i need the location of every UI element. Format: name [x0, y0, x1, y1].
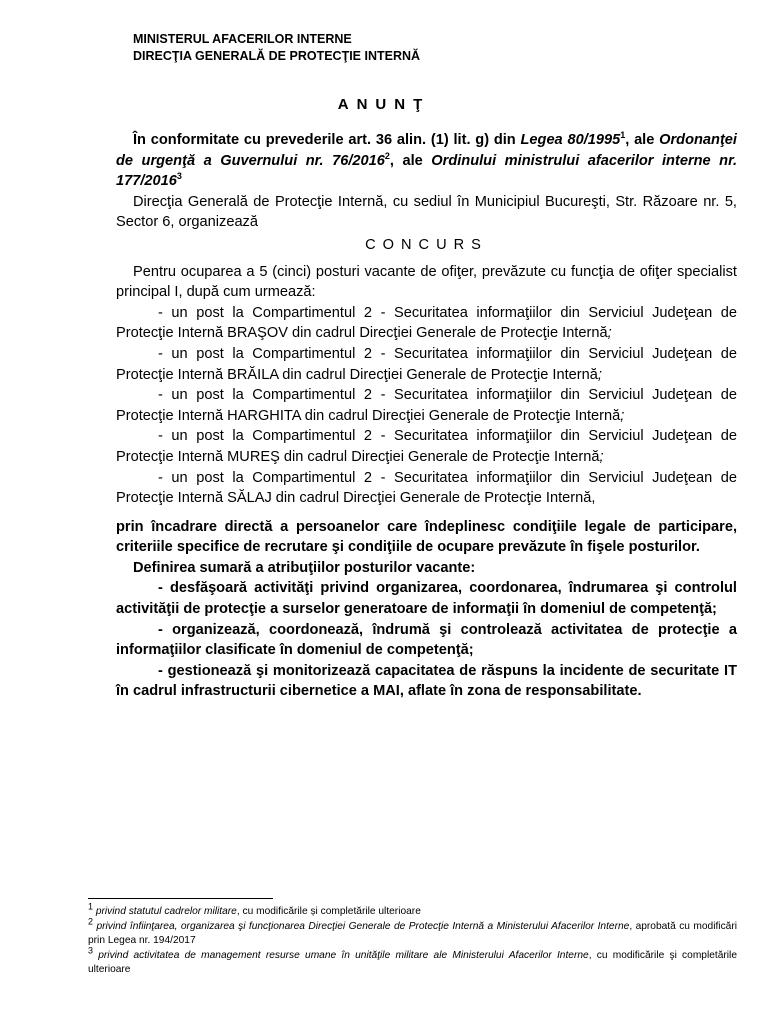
post-terminator: ,	[591, 490, 596, 507]
document-body	[116, 130, 737, 702]
post-text: - un post la Compartimentul 2 - Securitatea informaţiilor din Serviciul Judeţean de Protecţie Internă SĂLAJ din cadrul Direcţiei Generale de Protecţie Internă	[116, 469, 737, 507]
duty-item: - organizează, coordonează, îndrumă şi controlează activitatea de protecţie a informaţiilor clasificate în domeniul de competenţă;	[116, 621, 737, 659]
footnote	[88, 916, 737, 949]
order-reference: Ordinului ministrului afacerilor interne nr. 177/2016	[116, 152, 738, 190]
duty-item: - gestionează şi monitorizează capacitatea de răspuns la incidente de securitate IT în cadrul infrastructurii cibernetice a MAI, aflate în zona de responsabilitate.	[116, 662, 737, 700]
legal-basis-paragraph	[116, 130, 737, 192]
footnote-number: 1	[88, 901, 94, 912]
document-title: ANUNŢ	[337, 96, 431, 113]
footnote-number: 3	[88, 945, 94, 956]
footnote-text: , cu modificările şi completările ulterioare	[88, 949, 737, 976]
post-text: - un post la Compartimentul 2 - Securitatea informaţiilor din Serviciul Judeţean de Protecţie Internă BRĂILA din cadrul Direcţiei Generale de Protecţie Internă	[116, 345, 737, 383]
post-text: - un post la Compartimentul 2 - Securitatea informaţiilor din Serviciul Judeţean de Protecţie Internă HARGHITA din cadrul Direcţiei Generale de Protecţie Internă	[116, 387, 737, 424]
footnotes	[88, 901, 737, 978]
post-terminator: ;	[597, 366, 602, 383]
legal-basis-text: În conformitate cu prevederile art. 36 alin. (1) lit. g) din	[133, 132, 521, 148]
list-item	[116, 385, 737, 426]
list-item	[116, 344, 737, 385]
post-terminator: ;	[607, 325, 612, 342]
duties-heading: Definirea sumară a atribuţiilor posturilor vacante:	[133, 559, 476, 576]
directorate-name: DIRECŢIA GENERALĂ DE PROTECŢIE INTERNĂ	[133, 49, 421, 63]
footnote-title: privind înfiinţarea, organizarea şi funcţionarea Direcţiei Generale de Protecţie Internă a Ministerului Afacerilor Interne	[96, 920, 630, 932]
footnote-text: , cu modificările și completările ulterioare	[236, 906, 421, 917]
footnote-separator	[88, 898, 273, 899]
footnote-ref-1: 1	[620, 130, 626, 141]
posts-list	[116, 303, 737, 509]
conditions-paragraph: prin încadrare directă a persoanelor care îndeplinesc condiţiile legale de participare, criteriile specifice de recrutare şi condiţiile de ocupare prevăzute în fişele posturilor.	[116, 518, 737, 556]
footnote-title: privind activitatea de management resurse umane în unităţile militare ale Ministerului Afacerilor Interne	[98, 949, 589, 961]
law-reference: Legea 80/1995	[520, 132, 621, 148]
list-item	[116, 426, 737, 467]
footnote	[88, 901, 737, 920]
list-item	[116, 303, 737, 344]
list-item	[116, 468, 737, 509]
footnote-ref-3: 3	[176, 171, 182, 182]
post-terminator: ;	[620, 407, 625, 424]
footnote-number: 2	[88, 916, 94, 927]
footnote-text: , aprobată cu modificări prin Legea nr. 194/2017	[88, 920, 737, 947]
post-terminator: ;	[599, 448, 604, 465]
footnote	[88, 945, 737, 978]
duty-item: - desfăşoară activităţi privind organizarea, coordonarea, îndrumarea şi controlul activităţii de protecţie a surselor generatoare de informaţii în domeniul de competenţă;	[116, 580, 737, 618]
footnote-ref-2: 2	[384, 150, 390, 161]
letterhead	[133, 31, 420, 65]
legal-basis-separator: , ale	[389, 152, 432, 169]
legal-basis-separator: , ale	[625, 132, 660, 148]
organizer-paragraph: Direcţia Generală de Protecţie Internă, cu sediul în Municipiul Bucureşti, Str. Răzoare nr. 5, Sector 6, organizează	[116, 193, 737, 231]
post-text: - un post la Compartimentul 2 - Securitatea informaţiilor din Serviciul Judeţean de Protecţie Internă MUREŞ din cadrul Direcţiei Generale de Protecţie Internă	[116, 428, 737, 465]
ordinance-reference: Ordonanţei de urgenţă a Guvernului nr. 76/2016	[116, 132, 737, 169]
competition-heading: CONCURS	[365, 236, 488, 253]
ministry-name: MINISTERUL AFACERILOR INTERNE	[133, 32, 352, 46]
footnote-title: privind statutul cadrelor militare	[95, 906, 237, 917]
posts-intro-paragraph: Pentru ocuparea a 5 (cinci) posturi vacante de ofiţer, prevăzute cu funcţia de ofiţer specialist principal I, după cum urmează:	[116, 263, 737, 301]
post-text: - un post la Compartimentul 2 - Securitatea informaţiilor din Serviciul Judeţean de Protecţie Internă BRAŞOV din cadrul Direcţiei Generale de Protecţie Internă	[116, 304, 737, 342]
